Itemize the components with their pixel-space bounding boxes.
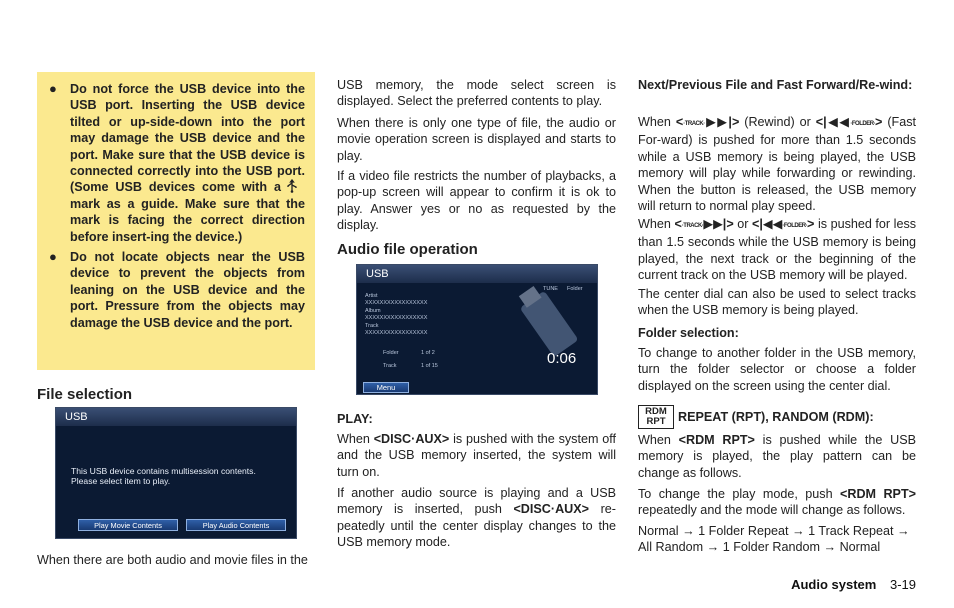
audio-operation-screen — [356, 264, 598, 395]
seek-forward-key-icon: <·TRACK·▶▶|> — [675, 115, 740, 129]
text-run: or — [737, 217, 749, 231]
text-run: is pushed while the USB memory is played, the play pattern can be change as follows. — [638, 433, 917, 480]
seek-back-key-icon: <|◀◀·FOLDER·> — [815, 115, 883, 129]
rpt-icon-label: RPT — [646, 416, 666, 427]
tune-label: TUNE — [543, 286, 558, 292]
body-text: Normal → 1 Folder Repeat → 1 Track Repeat → All Random → 1 Folder Random → Normal — [638, 524, 910, 555]
text-run: is pushed for less than 1.5 seconds while the USB memory is being played, the next track or the beginning of the current track on the USB memory will be played. — [638, 217, 917, 283]
body-text: When there is only one type of file, the audio or movie operation screen is displayed and starts to play. — [337, 116, 616, 163]
folder-label: Folder — [383, 350, 399, 356]
text-run: When — [638, 217, 671, 231]
section-heading-audio-file-operation: Audio file operation — [337, 241, 478, 258]
folder-mode-label: Folder — [567, 286, 583, 292]
track-label: Track — [365, 323, 379, 329]
screen-message: This USB device contains multisession contents. — [71, 466, 256, 476]
body-text: If a video file restricts the number of playbacks, a pop-up screen will appear to confirm it is ok to play. Answer yes or no as requested by the display. — [337, 169, 616, 233]
subheading-folder-selection: Folder selection: — [638, 326, 739, 340]
caution-box — [37, 72, 315, 370]
body-text — [638, 432, 916, 481]
section-heading-file-selection: File selection — [37, 386, 133, 403]
screen-title-bar: USB — [357, 265, 597, 283]
caution-text: Do not force the USB device into the USB port. Inserting the USB device tilted or up-side-down into the port may damage the USB device and the port. Make sure that the USB device is connected correctly into the USB port. (Some USB devices come with a — [70, 82, 305, 195]
page-footer — [791, 577, 916, 592]
disc-aux-key: <DISC·AUX> — [513, 502, 590, 517]
body-text — [638, 486, 916, 519]
text-run: is pushed with the system off and the USB memory inserted, the system will turn on. — [337, 432, 617, 479]
screen-message: Please select item to play. — [71, 476, 171, 486]
artist-label: Artist — [365, 293, 378, 299]
bullet: ● — [49, 81, 57, 96]
text-run: To change the play mode, push — [638, 487, 833, 501]
folder-value: 1 of 2 — [421, 350, 435, 356]
rdm-rpt-button-icon — [638, 405, 674, 429]
body-text — [638, 216, 916, 284]
body-text — [337, 431, 616, 480]
subheading-next-previous: Next/Previous File and Fast Forward/Re-wind: — [638, 78, 913, 92]
caution-list — [49, 81, 305, 331]
caution-item — [49, 81, 305, 245]
menu-button[interactable]: Menu — [363, 382, 409, 393]
play-movie-contents-button[interactable]: Play Movie Contents — [78, 519, 178, 531]
album-value: XXXXXXXXXXXXXXXXX — [365, 315, 428, 321]
screen-title-bar: USB — [56, 408, 296, 426]
text-run: If another audio source is playing and a USB memory is inserted, push — [337, 486, 616, 517]
track-count-label: Track — [383, 363, 397, 369]
body-text: To change to another folder in the USB memory, turn the folder selector or choose a folder displayed on the screen using the center dial. — [638, 346, 916, 393]
text-run: When — [638, 115, 671, 129]
rdm-icon-label: RDM — [645, 406, 667, 417]
footer-section: Audio system — [791, 577, 877, 592]
subheading-repeat-random: REPEAT (RPT), RANDOM (RDM): — [678, 410, 874, 424]
body-text: When there are both audio and movie files in the — [37, 553, 308, 567]
artist-value: XXXXXXXXXXXXXXXXX — [365, 300, 428, 306]
caution-text: Do not locate objects near the USB device to prevent the objects from leaning on the USB device and the port. Pressure from the objects may damage the USB device and the port. — [70, 250, 305, 330]
bullet: ● — [49, 249, 57, 265]
text-run: (Fast For-ward) is pushed for more than 1.5 seconds while a USB memory is being played, the USB memory will play while forwarding or rewinding. When the button is released, the USB memory will return to normal play speed. — [638, 115, 917, 214]
play-audio-contents-button[interactable]: Play Audio Contents — [186, 519, 286, 531]
seek-back-key-icon: <|◀◀·FOLDER·> — [751, 217, 815, 231]
mode-select-screen — [55, 407, 297, 539]
text-run: re-peatedly until the center display changes to the USB memory mode. — [337, 502, 616, 550]
text-run: (Rewind) or — [744, 115, 811, 129]
caution-text-cont: mark as a guide. Make sure that the mark is facing the correct direction before insert-ing the device.) — [70, 196, 305, 244]
subheading-play: PLAY: — [337, 412, 373, 426]
body-text — [638, 114, 916, 214]
seek-forward-key-icon: <·TRACK·▶▶|> — [674, 217, 734, 231]
body-text — [337, 485, 616, 551]
text-run: repeatedly and the mode will change as follows. — [638, 503, 906, 518]
album-label: Album — [365, 308, 381, 314]
page-number: 3-19 — [889, 577, 916, 592]
rdm-heading-row — [638, 405, 916, 431]
disc-aux-key: <DISC·AUX> — [373, 432, 450, 446]
body-text: The center dial can also be used to select tracks when the USB memory is being played. — [638, 287, 916, 318]
track-value: XXXXXXXXXXXXXXXXX — [365, 330, 428, 336]
text-run: When — [337, 432, 370, 446]
caution-item — [49, 249, 305, 331]
usb-mark-icon — [285, 179, 299, 193]
text-run: When — [638, 433, 671, 447]
track-count-value: 1 of 15 — [421, 363, 438, 369]
elapsed-time: 0:06 — [547, 350, 577, 367]
body-text: USB memory, the mode select screen is displayed. Select the preferred contents to play. — [337, 78, 616, 109]
rdm-rpt-key: <RDM RPT> — [840, 487, 917, 501]
rdm-rpt-key: <RDM RPT> — [678, 433, 755, 447]
